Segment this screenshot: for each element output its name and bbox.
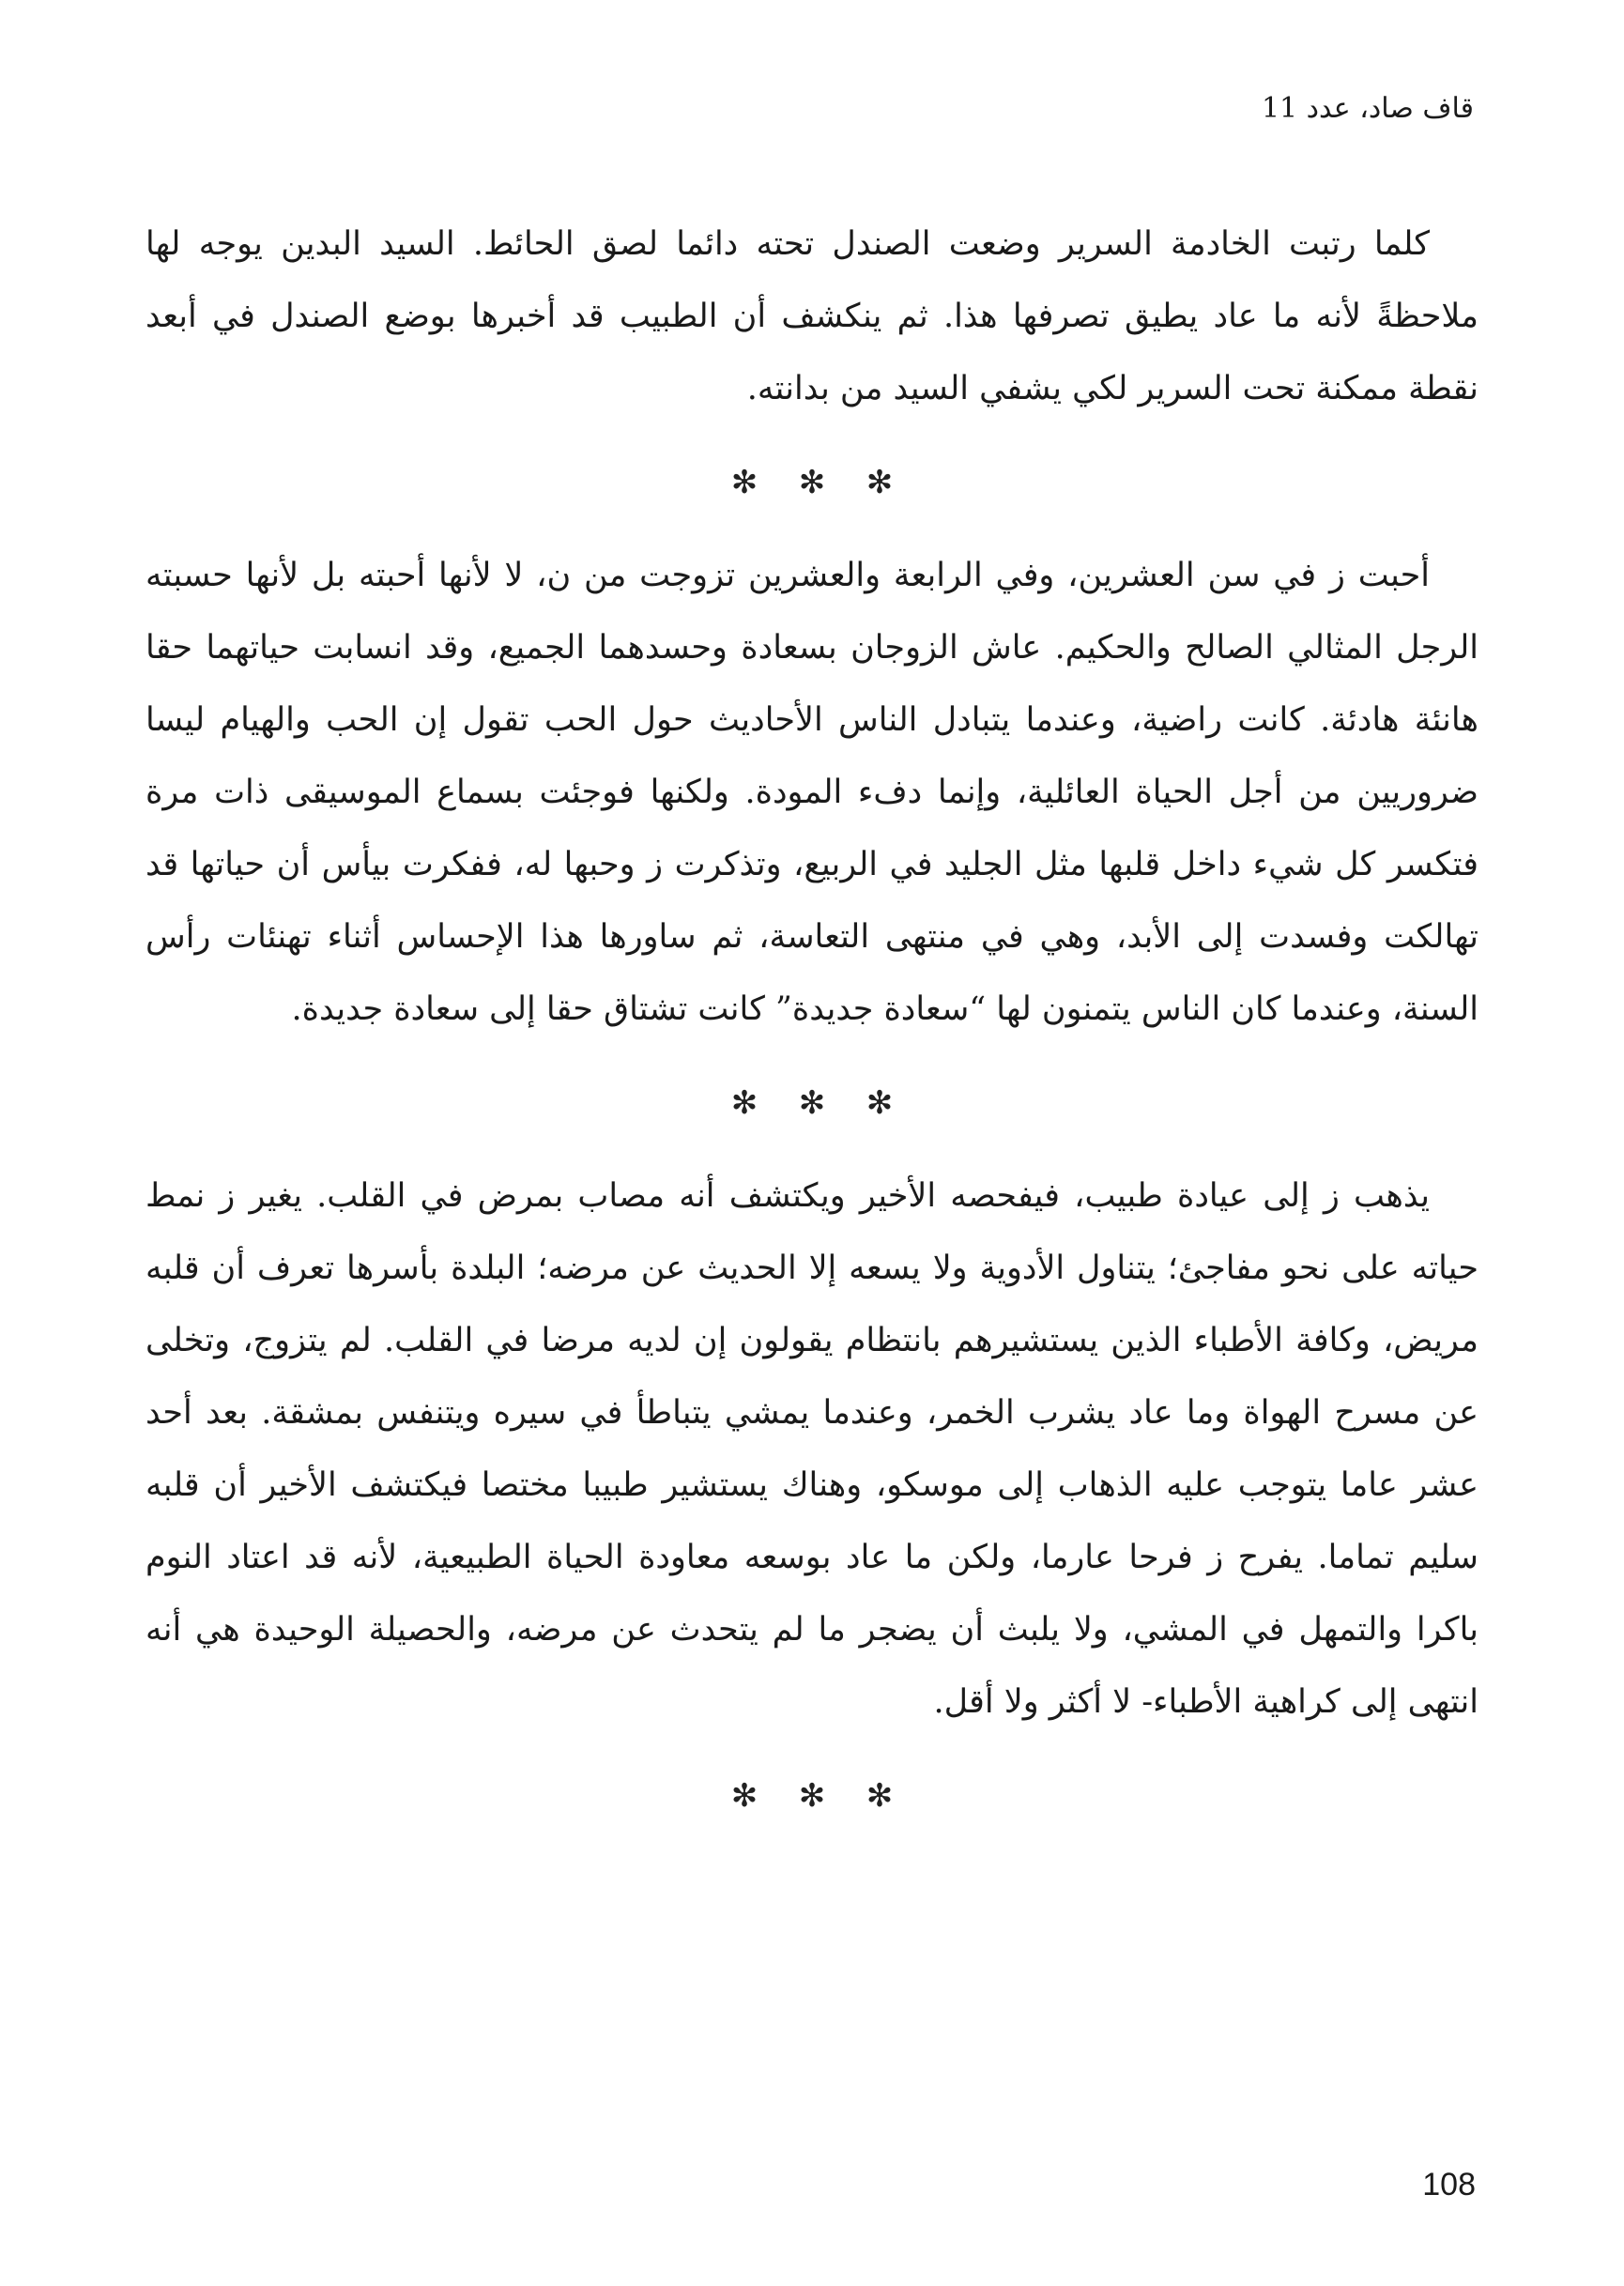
asterism-glyph: ✻ [798,464,826,501]
asterism-glyph: ✻ [866,464,894,501]
paragraph-3: يذهب ز إلى عيادة طبيب، فيفحصه الأخير ويكتشف أنه مصاب بمرض في القلب. يغير ز نمط حياته على نحو مفاجئ؛ يتناول الأدوية ولا يسعه إلا الحديث عن مرضه؛ البلدة بأسرها تعرف أن قلبه مريض، وكافة الأطباء الذين يستشيرهم بانتظام يقولون إن لديه مرضا في القلب. لم يتزوج، وتخلى عن مسرح الهواة وما عاد يشرب الخمر، وعندما يمشي يتباطأ في سيره ويتنفس بمشقة. بعد أحد عشر عاما يتوجب عليه الذهاب إلى موسكو، وهناك يستشير طبيبا مختصا فيكتشف الأخير أن قلبه سليم تماما. يفرح ز فرحا عارما، ولكن ما عاد بوسعه معاودة الحياة الطبيعية، لأنه قد اعتاد النوم باكرا والتمهل في المشي، ولا يلبث أن يضجر ما لم يتحدث عن مرضه، والحصيلة الوحيدة هي أنه انتهى إلى كراهية الأطباء- لا أكثر ولا أقل. [146,1177,1478,1721]
asterism-glyph: ✻ [798,1777,826,1815]
asterism-glyph: ✻ [730,1084,758,1122]
asterism-glyph: ✻ [798,1084,826,1122]
asterism-glyph: ✻ [866,1084,894,1122]
asterism-glyph: ✻ [730,1777,758,1815]
section-separator-3 [146,1739,1478,1853]
asterism-glyph: ✻ [866,1777,894,1815]
paragraph-1: كلما رتبت الخادمة السرير وضعت الصندل تحته دائما لصق الحائط. السيد البدين يوجه لها ملاحظةً لأنه ما عاد يطيق تصرفها هذا. ثم ينكشف أن الطبيب قد أخبرها بوضع الصندل في أبعد نقطة ممكنة تحت السرير لكي يشفي السيد من بدانته. [146,225,1478,407]
page-number: 108 [1422,2167,1476,2202]
body-text [146,208,1478,1853]
section-separator-1 [146,425,1478,540]
running-header: قاف صاد، عدد 11 [1261,92,1474,125]
paragraph-2: أحبت ز في سن العشرين، وفي الرابعة والعشرين تزوجت من ن، لا لأنها أحبته بل لأنها حسبته الرجل المثالي الصالح والحكيم. عاش الزوجان بسعادة وحسدهما الجميع، وقد انسابت حياتهما حقا هانئة هادئة. كانت راضية، وعندما يتبادل الناس الأحاديث حول الحب تقول إن الحب والهيام ليسا ضروريين من أجل الحياة العائلية، وإنما دفء المودة. ولكنها فوجئت بسماع الموسيقى ذات مرة فتكسر كل شيء داخل قلبها مثل الجليد في الربيع، وتذكرت ز وحبها له، ففكرت بيأس أن حياتها قد تهالكت وفسدت إلى الأبد، وهي في منتهى التعاسة، ثم ساورها هذا الإحساس أثناء تهنئات رأس السنة، وعندما كان الناس يتمنون لها “سعادة جديدة” كانت تشتاق حقا إلى سعادة جديدة. [146,557,1478,1028]
asterism-glyph: ✻ [730,464,758,501]
section-separator-2 [146,1046,1478,1160]
